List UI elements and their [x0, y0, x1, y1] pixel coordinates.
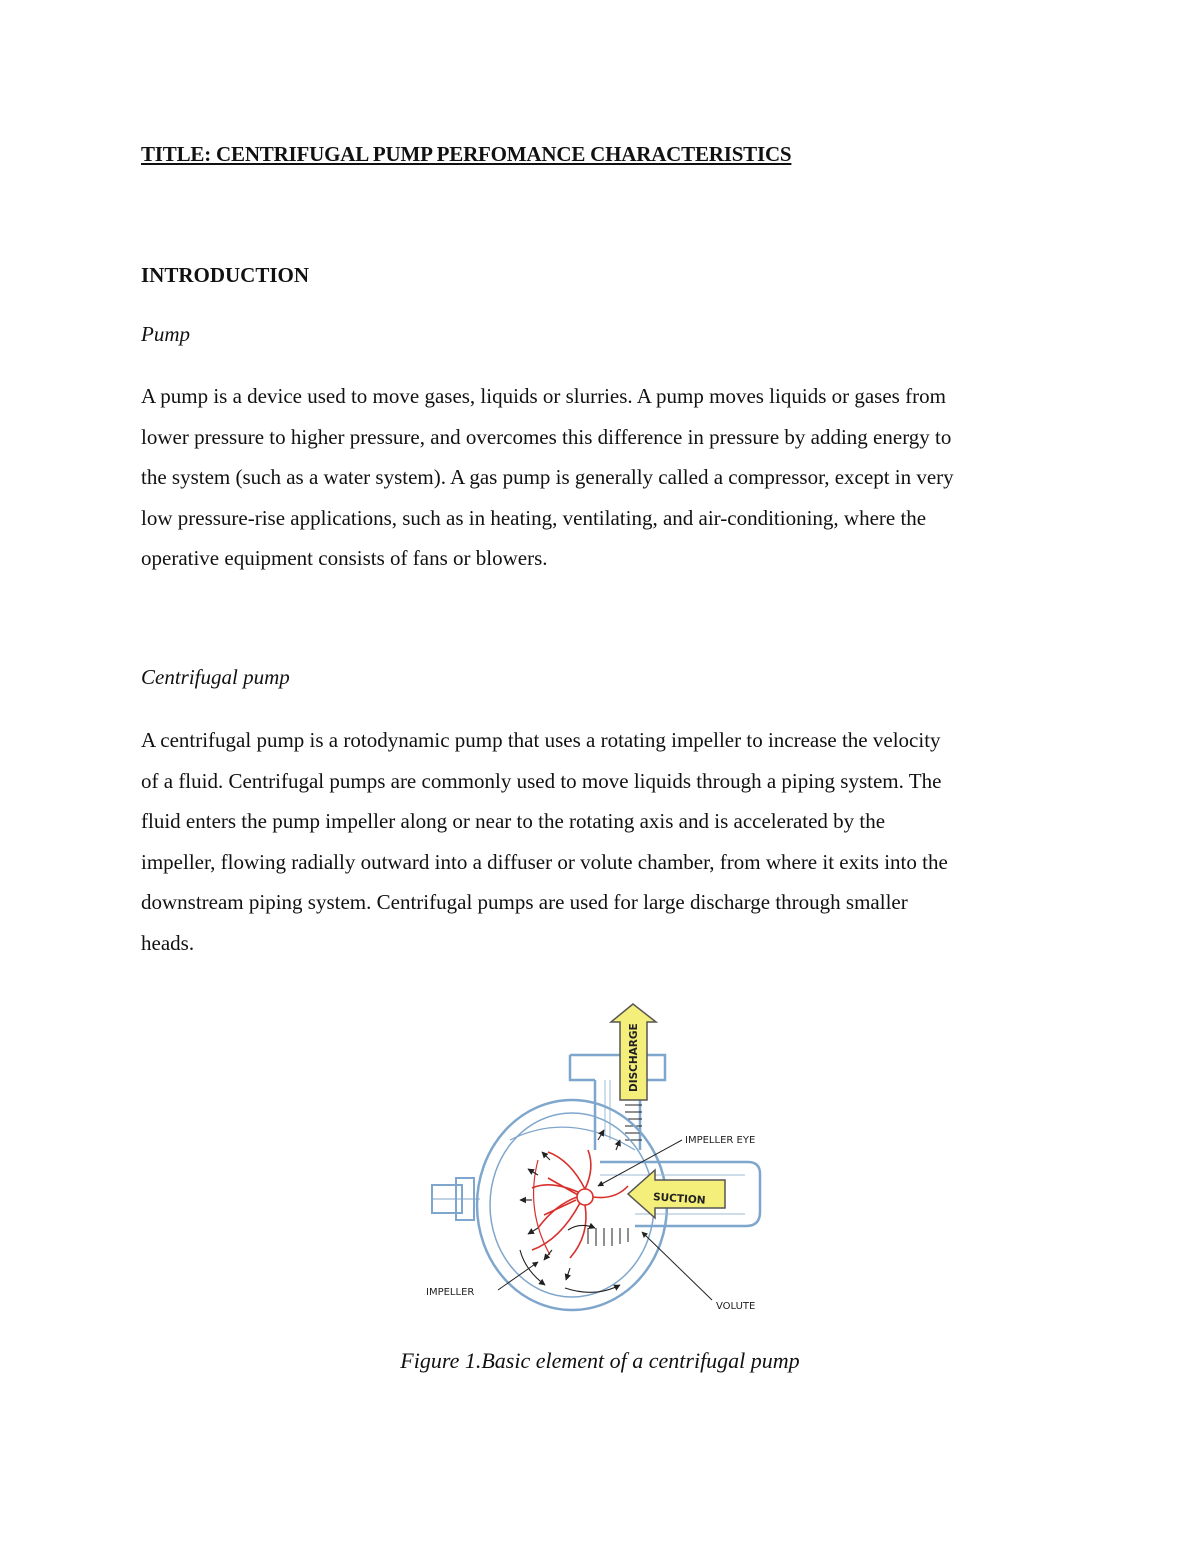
paragraph-line: operative equipment consists of fans or blowers.: [141, 546, 548, 570]
centrifugal-pump-figure: [420, 1000, 800, 1318]
paragraph-line: A pump is a device used to move gases, liquids or slurries. A pump moves liquids or gases from: [141, 384, 946, 408]
volute-casing: [477, 1100, 667, 1310]
paragraph-line: low pressure-rise applications, such as in heating, ventilating, and air-conditioning, where the: [141, 505, 927, 530]
discharge-pipe: [570, 1055, 665, 1150]
paragraph-line: of a fluid. Centrifugal pumps are commonly used to move liquids through a piping system. The: [141, 768, 942, 793]
paragraph-line: A centrifugal pump is a rotodynamic pump that uses a rotating impeller to increase the velocity: [141, 728, 941, 752]
suction-arrow: [628, 1170, 725, 1218]
introduction-heading: INTRODUCTION: [141, 263, 310, 287]
paragraph-line: impeller, flowing radially outward into a diffuser or volute chamber, from where it exits into the: [141, 849, 948, 874]
figure-caption: Figure 1.Basic element of a centrifugal pump: [400, 1348, 800, 1373]
paragraph-line: the system (such as a water system). A gas pump is generally called a compressor, except in very: [141, 465, 954, 489]
section-heading-centrifugal-pump: Centrifugal pump: [141, 665, 290, 689]
pump-shaft: [432, 1178, 480, 1220]
label-callouts: [498, 1140, 712, 1300]
impeller-eye-label: IMPELLER EYE: [685, 1135, 756, 1146]
centrifugal-pump-paragraph: [141, 720, 1066, 963]
section-heading-pump: Pump: [141, 322, 190, 346]
impeller: [532, 1150, 628, 1258]
document-title: TITLE: CENTRIFUGAL PUMP PERFOMANCE CHARACTERISTICS: [141, 142, 792, 166]
suction-label: SUCTION: [652, 1191, 706, 1207]
volute-label: VOLUTE: [716, 1301, 756, 1312]
paragraph-line: lower pressure to higher pressure, and overcomes this difference in pressure by adding energy to: [141, 424, 952, 449]
pump-paragraph: [141, 376, 1066, 579]
impeller-label: IMPELLER: [426, 1287, 475, 1298]
paragraph-line: heads.: [141, 930, 195, 955]
paragraph-line: downstream piping system. Centrifugal pumps are used for large discharge through smaller: [141, 890, 908, 914]
paragraph-line: fluid enters the pump impeller along or near to the rotating axis and is accelerated by the: [141, 809, 886, 833]
discharge-label: DISCHARGE: [628, 1023, 640, 1092]
discharge-arrow: [611, 1004, 656, 1100]
